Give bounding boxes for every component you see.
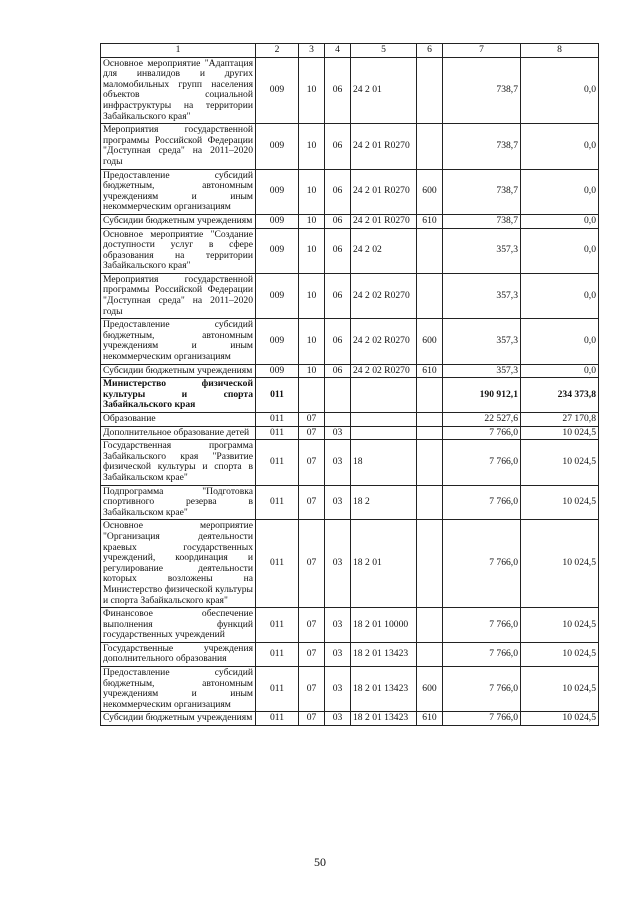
cell-section: 10 <box>299 214 325 228</box>
cell-name: Основное мероприятие "Создание доступности услуг в сфере образования на территории Забайкальского края" <box>101 228 256 273</box>
col-header-expense-type: 6 <box>417 44 443 58</box>
table-row <box>101 214 599 228</box>
col-header-name: 1 <box>101 44 256 58</box>
cell-grbs: 011 <box>256 413 299 427</box>
cell-name: Мероприятия государственной программы Российской Федерации "Доступная среда" на 2011–2020 годы <box>101 124 256 169</box>
cell-expense-type <box>417 520 443 608</box>
cell-name: Предоставление субсидий бюджетным, автономным учреждениям и иным некоммерческим организациям <box>101 667 256 712</box>
cell-name: Основное мероприятие "Адаптация для инвалидов и других маломобильных групп населения объектов социальной инфраструктуры на территории Забайкальского края" <box>101 57 256 124</box>
page-number: 50 <box>314 855 326 869</box>
cell-expense-type <box>417 485 443 520</box>
cell-expense-type: 600 <box>417 319 443 364</box>
cell-target-article: 18 <box>351 440 417 485</box>
cell-amount-1: 7 766,0 <box>443 485 521 520</box>
cell-amount-2: 27 170,8 <box>521 413 599 427</box>
table-row <box>101 485 599 520</box>
cell-expense-type <box>417 57 443 124</box>
col-header-section: 3 <box>299 44 325 58</box>
cell-expense-type: 600 <box>417 667 443 712</box>
cell-subsection: 03 <box>325 485 351 520</box>
cell-amount-1: 190 912,1 <box>443 378 521 413</box>
table-row <box>101 608 599 643</box>
cell-expense-type <box>417 608 443 643</box>
cell-target-article: 24 2 02 R0270 <box>351 273 417 318</box>
cell-target-article <box>351 378 417 413</box>
cell-name: Государственная программа Забайкальского края "Развитие физической культуры и спорта в Забайкальском крае" <box>101 440 256 485</box>
cell-section: 07 <box>299 642 325 666</box>
table-row <box>101 642 599 666</box>
cell-target-article: 24 2 02 R0270 <box>351 364 417 378</box>
cell-amount-1: 7 766,0 <box>443 667 521 712</box>
cell-subsection: 06 <box>325 273 351 318</box>
col-header-grbs: 2 <box>256 44 299 58</box>
cell-grbs: 009 <box>256 57 299 124</box>
cell-name: Подпрограмма "Подготовка спортивного резерва в Забайкальском крае" <box>101 485 256 520</box>
cell-name: Предоставление субсидий бюджетным, автономным учреждениям и иным некоммерческим организациям <box>101 319 256 364</box>
cell-section: 07 <box>299 520 325 608</box>
cell-target-article: 24 2 01 <box>351 57 417 124</box>
cell-amount-1: 7 766,0 <box>443 520 521 608</box>
cell-section: 10 <box>299 57 325 124</box>
cell-name: Предоставление субсидий бюджетным, автономным учреждениям и иным некоммерческим организациям <box>101 169 256 214</box>
cell-amount-2: 0,0 <box>521 124 599 169</box>
cell-expense-type <box>417 440 443 485</box>
cell-target-article: 18 2 01 <box>351 520 417 608</box>
cell-target-article: 24 2 01 R0270 <box>351 169 417 214</box>
cell-section: 07 <box>299 608 325 643</box>
cell-subsection: 06 <box>325 124 351 169</box>
cell-target-article: 18 2 01 13423 <box>351 712 417 726</box>
cell-name: Субсидии бюджетным учреждениям <box>101 712 256 726</box>
cell-target-article: 18 2 01 13423 <box>351 642 417 666</box>
cell-amount-2: 0,0 <box>521 228 599 273</box>
cell-grbs: 009 <box>256 169 299 214</box>
cell-amount-2: 10 024,5 <box>521 642 599 666</box>
cell-amount-2: 0,0 <box>521 364 599 378</box>
cell-target-article: 24 2 01 R0270 <box>351 124 417 169</box>
col-header-amount-2: 8 <box>521 44 599 58</box>
cell-amount-2: 0,0 <box>521 57 599 124</box>
cell-amount-1: 357,3 <box>443 319 521 364</box>
cell-name: Субсидии бюджетным учреждениям <box>101 214 256 228</box>
cell-expense-type <box>417 124 443 169</box>
cell-subsection: 03 <box>325 426 351 440</box>
cell-name: Дополнительное образование детей <box>101 426 256 440</box>
cell-subsection: 03 <box>325 642 351 666</box>
col-header-subsection: 4 <box>325 44 351 58</box>
cell-grbs: 009 <box>256 273 299 318</box>
cell-expense-type <box>417 228 443 273</box>
cell-amount-2: 0,0 <box>521 214 599 228</box>
table-body <box>101 57 599 725</box>
cell-grbs: 011 <box>256 667 299 712</box>
cell-amount-1: 738,7 <box>443 124 521 169</box>
cell-amount-1: 7 766,0 <box>443 426 521 440</box>
cell-section: 10 <box>299 319 325 364</box>
cell-grbs: 011 <box>256 642 299 666</box>
cell-amount-1: 738,7 <box>443 214 521 228</box>
cell-amount-1: 357,3 <box>443 228 521 273</box>
cell-section: 07 <box>299 712 325 726</box>
cell-expense-type: 610 <box>417 712 443 726</box>
cell-amount-2: 10 024,5 <box>521 520 599 608</box>
cell-target-article: 24 2 02 R0270 <box>351 319 417 364</box>
cell-section: 07 <box>299 440 325 485</box>
table-row <box>101 124 599 169</box>
cell-amount-2: 10 024,5 <box>521 667 599 712</box>
cell-target-article: 18 2 01 13423 <box>351 667 417 712</box>
cell-expense-type: 610 <box>417 214 443 228</box>
cell-section: 10 <box>299 124 325 169</box>
cell-grbs: 009 <box>256 124 299 169</box>
cell-target-article: 24 2 01 R0270 <box>351 214 417 228</box>
cell-expense-type <box>417 413 443 427</box>
header-row <box>101 44 599 58</box>
cell-amount-2: 10 024,5 <box>521 440 599 485</box>
cell-name: Министерство физической культуры и спорта Забайкальского края <box>101 378 256 413</box>
cell-subsection <box>325 413 351 427</box>
cell-name: Образование <box>101 413 256 427</box>
cell-grbs: 011 <box>256 520 299 608</box>
cell-target-article: 24 2 02 <box>351 228 417 273</box>
cell-subsection: 03 <box>325 520 351 608</box>
cell-amount-1: 738,7 <box>443 169 521 214</box>
cell-name: Финансовое обеспечение выполнения функций государственных учреждений <box>101 608 256 643</box>
cell-grbs: 009 <box>256 228 299 273</box>
cell-amount-2: 0,0 <box>521 169 599 214</box>
cell-grbs: 009 <box>256 364 299 378</box>
table-row <box>101 440 599 485</box>
cell-section: 07 <box>299 485 325 520</box>
cell-amount-1: 7 766,0 <box>443 608 521 643</box>
cell-grbs: 009 <box>256 214 299 228</box>
cell-subsection: 06 <box>325 319 351 364</box>
cell-expense-type <box>417 426 443 440</box>
cell-section: 10 <box>299 364 325 378</box>
cell-amount-1: 7 766,0 <box>443 440 521 485</box>
cell-section: 07 <box>299 426 325 440</box>
cell-grbs: 011 <box>256 440 299 485</box>
cell-target-article: 18 2 <box>351 485 417 520</box>
cell-amount-1: 7 766,0 <box>443 712 521 726</box>
cell-amount-1: 738,7 <box>443 57 521 124</box>
cell-grbs: 011 <box>256 485 299 520</box>
cell-subsection: 06 <box>325 228 351 273</box>
table-row <box>101 228 599 273</box>
table-row <box>101 364 599 378</box>
col-header-amount-1: 7 <box>443 44 521 58</box>
cell-amount-1: 357,3 <box>443 364 521 378</box>
cell-grbs: 011 <box>256 608 299 643</box>
cell-expense-type: 600 <box>417 169 443 214</box>
cell-subsection: 03 <box>325 608 351 643</box>
table-row <box>101 712 599 726</box>
table-row <box>101 319 599 364</box>
cell-expense-type: 610 <box>417 364 443 378</box>
table-row <box>101 378 599 413</box>
cell-amount-2: 10 024,5 <box>521 608 599 643</box>
cell-grbs: 009 <box>256 319 299 364</box>
cell-grbs: 011 <box>256 426 299 440</box>
cell-name: Мероприятия государственной программы Российской Федерации "Доступная среда" на 2011–2020 годы <box>101 273 256 318</box>
cell-expense-type <box>417 273 443 318</box>
table-row <box>101 520 599 608</box>
cell-amount-2: 10 024,5 <box>521 485 599 520</box>
cell-subsection: 06 <box>325 57 351 124</box>
cell-name: Субсидии бюджетным учреждениям <box>101 364 256 378</box>
cell-grbs: 011 <box>256 712 299 726</box>
cell-amount-2: 10 024,5 <box>521 712 599 726</box>
table-row <box>101 413 599 427</box>
table-row <box>101 169 599 214</box>
cell-name: Государственные учреждения дополнительного образования <box>101 642 256 666</box>
cell-amount-2: 234 373,8 <box>521 378 599 413</box>
cell-section: 07 <box>299 667 325 712</box>
table-row <box>101 273 599 318</box>
cell-subsection: 06 <box>325 214 351 228</box>
cell-subsection: 03 <box>325 667 351 712</box>
cell-section: 07 <box>299 413 325 427</box>
cell-expense-type <box>417 642 443 666</box>
cell-name: Основное мероприятие "Организация деятельности краевых государственных учреждений, координация и регулирование деятельности которых возложены на Министерство физической культуры и спорта Забайкальского края" <box>101 520 256 608</box>
cell-amount-1: 7 766,0 <box>443 642 521 666</box>
table-row <box>101 667 599 712</box>
cell-subsection: 03 <box>325 440 351 485</box>
table-row <box>101 57 599 124</box>
cell-section <box>299 378 325 413</box>
cell-target-article <box>351 426 417 440</box>
cell-target-article: 18 2 01 10000 <box>351 608 417 643</box>
cell-amount-2: 0,0 <box>521 273 599 318</box>
budget-table <box>100 43 599 726</box>
cell-section: 10 <box>299 169 325 214</box>
cell-grbs: 011 <box>256 378 299 413</box>
table-row <box>101 426 599 440</box>
cell-section: 10 <box>299 228 325 273</box>
cell-amount-2: 0,0 <box>521 319 599 364</box>
cell-subsection <box>325 378 351 413</box>
cell-subsection: 06 <box>325 364 351 378</box>
cell-expense-type <box>417 378 443 413</box>
col-header-target-article: 5 <box>351 44 417 58</box>
cell-amount-2: 10 024,5 <box>521 426 599 440</box>
cell-amount-1: 22 527,6 <box>443 413 521 427</box>
cell-amount-1: 357,3 <box>443 273 521 318</box>
cell-subsection: 06 <box>325 169 351 214</box>
cell-subsection: 03 <box>325 712 351 726</box>
cell-section: 10 <box>299 273 325 318</box>
cell-target-article <box>351 413 417 427</box>
